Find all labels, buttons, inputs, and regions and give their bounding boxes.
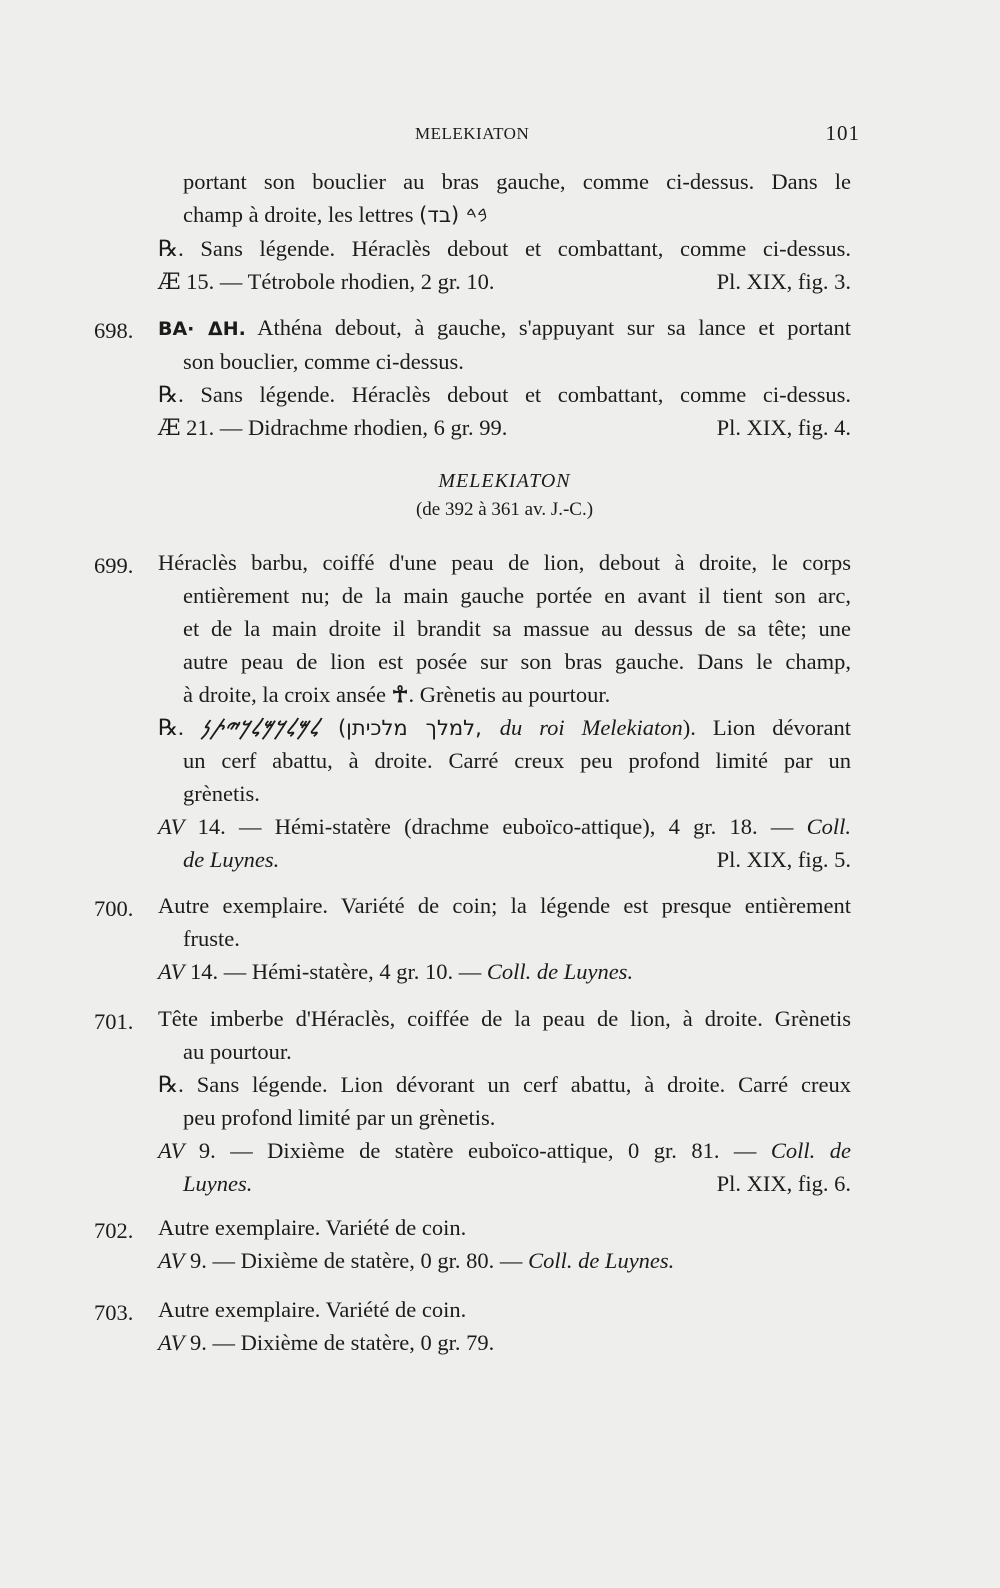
- entry-699-line-1: Héraclès barbu, coiffé d'une peau de lion, debout à droite, le corps: [158, 550, 851, 575]
- entry-699-line-4: autre peau de lion est posée sur son bras gauche. Dans le champ,: [183, 649, 851, 674]
- silver-symbol: Æ: [158, 269, 181, 295]
- collection-name: Luynes.: [183, 1171, 253, 1196]
- entry-698-reverse: ℞. Sans légende. Héraclès debout et combattant, comme ci-dessus.: [158, 382, 851, 408]
- entry-698-line-1: BA· ΔH. Athéna debout, à gauche, s'appuyant sur sa lance et portant: [158, 315, 852, 340]
- collection-name: Coll. de Luynes.: [528, 1248, 675, 1273]
- entry-number: 702.: [94, 1218, 134, 1243]
- collection-name: Coll. de Luynes.: [486, 959, 634, 984]
- entry-703-line-1: Autre exemplaire. Variété de coin.: [158, 1297, 467, 1322]
- entry-701-line-2: au pourtour.: [183, 1039, 292, 1064]
- entry-701-collection: [183, 1170, 851, 1198]
- prev-entry-line-2: champ à droite, les lettres 𐤁𐤃 (בד): [183, 202, 488, 228]
- silver-symbol: Æ: [158, 415, 181, 441]
- entry-699-line-5: à droite, la croix ansée ☥. Grènetis au pourtour.: [183, 682, 611, 708]
- plate-reference: Pl. XIX, fig. 3.: [716, 269, 851, 294]
- ankh-icon: ☥: [391, 682, 409, 708]
- entry-699-collection: [183, 846, 851, 874]
- prev-entry-line-1: portant son bouclier au bras gauche, comme ci-dessus. Dans le: [183, 169, 851, 194]
- entry-number: 699.: [94, 553, 134, 578]
- page-number: 101: [825, 121, 860, 145]
- entry-698-metrics: Æ 21. — Didrachme rhodien, 6 gr. 99. Pl. XIX, fig. 4.: [158, 415, 851, 441]
- gold-symbol: AV: [158, 814, 185, 839]
- plate-reference: Pl. XIX, fig. 6.: [716, 1171, 851, 1196]
- phoenician-letters: 𐤁𐤃: [465, 202, 488, 228]
- recipe-reverse-symbol: ℞: [158, 382, 179, 408]
- entry-701-line-4: peu profond limité par un grènetis.: [183, 1105, 496, 1130]
- section-title: MELEKIATON: [438, 470, 571, 492]
- plate-reference: Pl. XIX, fig. 4.: [716, 415, 851, 440]
- entry-699-line-7: un cerf abattu, à droite. Carré creux peu profond limité par un: [183, 748, 851, 773]
- entry-700-metrics: AV 14. — Hémi-statère, 4 gr. 10. — Coll. de Luynes.: [158, 959, 634, 984]
- entry-702-metrics: AV 9. — Dixième de statère, 0 gr. 80. — Coll. de Luynes.: [158, 1248, 675, 1273]
- entry-number: 701.: [94, 1009, 134, 1034]
- entry-number: 698.: [94, 318, 134, 343]
- phoenician-legend: 𐤋𐤌𐤋𐤊𐤌𐤋𐤊𐤉𐤕𐤍: [200, 715, 320, 740]
- hebrew-transcription: (למלך מלכיתן,: [319, 716, 500, 740]
- recipe-reverse-symbol: ℞: [158, 1072, 179, 1098]
- plate-reference: Pl. XIX, fig. 5.: [716, 847, 851, 872]
- gold-symbol: AV: [158, 959, 185, 984]
- legend-translation: du roi Melekiaton: [499, 715, 683, 740]
- gold-symbol: AV: [158, 1138, 185, 1163]
- entry-701-reverse: ℞. Sans légende. Lion dévorant un cerf abattu, à droite. Carré creux: [158, 1072, 851, 1098]
- entry-699-metrics: AV 14. — Hémi-statère (drachme euboïco-attique), 4 gr. 18. — Coll.: [158, 814, 851, 839]
- gold-symbol: AV: [158, 1330, 185, 1355]
- entry-699-line-3: et de la main droite il brandit sa massue au dessus de sa tête; une: [183, 616, 851, 641]
- entry-698-line-2: son bouclier, comme ci-dessus.: [183, 349, 464, 374]
- running-head: [180, 121, 860, 150]
- entry-702-line-1: Autre exemplaire. Variété de coin.: [158, 1215, 467, 1240]
- entry-699-reverse: ℞. 𐤋𐤌𐤋𐤊𐤌𐤋𐤊𐤉𐤕𐤍 (למלך מלכיתן, du roi Melekiaton). Lion dévorant: [158, 715, 851, 741]
- greek-legend: BA· ΔH.: [158, 318, 246, 340]
- collection-name: de Luynes.: [183, 847, 280, 872]
- entry-701-metrics: AV 9. — Dixième de statère euboïco-attique, 0 gr. 81. — Coll. de: [158, 1138, 851, 1163]
- entry-number: 700.: [94, 896, 134, 921]
- recipe-reverse-symbol: ℞: [158, 715, 179, 741]
- entry-700-line-2: fruste.: [183, 926, 240, 951]
- running-head-title: MELEKIATON: [415, 124, 530, 143]
- entry-701-line-1: Tête imberbe d'Héraclès, coiffée de la peau de lion, à droite. Grènetis: [158, 1006, 851, 1031]
- entry-703-metrics: AV 9. — Dixième de statère, 0 gr. 79.: [158, 1330, 495, 1355]
- recipe-reverse-symbol: ℞: [158, 236, 179, 262]
- prev-entry-metrics: Æ 15. — Tétrobole rhodien, 2 gr. 10. Pl. XIX, fig. 3.: [158, 269, 851, 295]
- entry-699-line-8: grènetis.: [183, 781, 260, 806]
- entry-700-line-1: Autre exemplaire. Variété de coin; la légende est presque entièrement: [158, 893, 851, 918]
- section-dates: (de 392 à 361 av. J.-C.): [415, 499, 594, 520]
- entry-699-line-2: entièrement nu; de la main gauche portée en avant il tient son arc,: [183, 583, 851, 608]
- gold-symbol: AV: [158, 1248, 185, 1273]
- prev-entry-reverse: ℞. Sans légende. Héraclès debout et combattant, comme ci-dessus.: [158, 236, 851, 262]
- entry-number: 703.: [94, 1300, 134, 1325]
